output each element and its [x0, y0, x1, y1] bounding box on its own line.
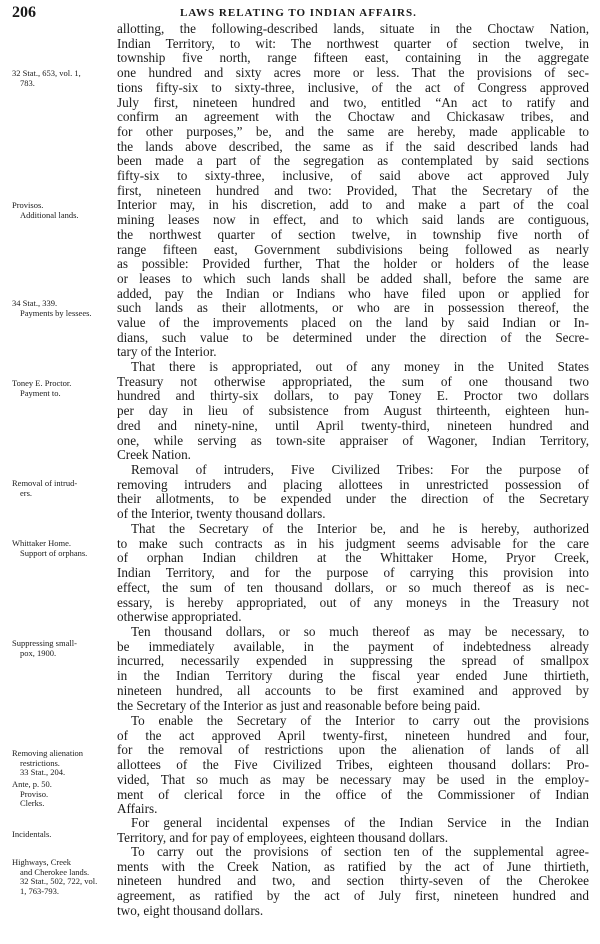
margin-note-line: 33 Stat., 204. [20, 767, 66, 777]
margin-note-line: pox, 1900. [20, 647, 57, 658]
text-line: first, nineteen hundred and two: Provided, That the Secretary of the [117, 182, 589, 198]
text-line: of the act approved April twenty-first, nineteen hundred and four, [117, 727, 589, 743]
text-line: one, while serving as town-site appraiser of Wagoner, Indian Territory, [117, 432, 589, 448]
margin-note [12, 830, 116, 840]
text-line: otherwise appropriated. [117, 609, 242, 625]
margin-note [12, 539, 116, 558]
text-line: confirm an agreement with the Choctaw and Chickasaw tribes, and [117, 109, 589, 125]
text-line: ment of clerical force in the office of the Commissioner of Indian [117, 786, 589, 802]
text-line: ments with the Creek Nation, as ratified by the act of June thirtieth, [117, 858, 589, 874]
margin-note-line: 783. [20, 77, 35, 88]
text-line: or leases to which such lands shall be added shall, before the same are [117, 270, 589, 286]
text-line: the northwest quarter of section twelve, in township five north of [117, 226, 589, 242]
paragraph [117, 22, 589, 360]
paragraph [117, 845, 589, 919]
text-line: for the removal of restrictions upon the alienation of lands of all [117, 742, 589, 758]
text-line: That the Secretary of the Interior be, and he is hereby, authorized [131, 521, 589, 536]
text-line: two, eight thousand dollars. [117, 902, 264, 918]
paragraph [117, 522, 589, 625]
text-line: Ten thousand dollars, or so much thereof as may be necessary, to [131, 624, 589, 639]
text-line: value of the improvements placed on the land by said Indian or In- [117, 315, 589, 331]
margin-note-line: Removal of intrud- [12, 478, 78, 488]
margin-note [12, 379, 116, 398]
margin-note-line: Provisos. [12, 200, 44, 210]
margin-note-line: Clerks. [20, 798, 45, 808]
margin-note-line: Ante, p. 50. [12, 779, 52, 789]
text-line: agreement, as ratified by the act of July first, nineteen hundred and [117, 888, 589, 904]
text-line: fifty-six to sixty-three, inclusive, of said above act approved July [117, 168, 589, 184]
text-line: incurred, necessarily expended in suppressing the spread of smallpox [117, 653, 589, 669]
text-line: dred and ninety-nine, until April twenty-third, nineteen hundred and [117, 417, 589, 433]
text-line: essary, is hereby appropriated, out of any moneys in the Treasury not [117, 594, 589, 610]
text-line: nineteen hundred and two, and section thirty-seven of the Cherokee [117, 873, 589, 889]
margin-note-line: 32 Stat., 502, 722, vol. [20, 876, 98, 886]
running-title: LAWS RELATING TO INDIAN AFFAIRS. [180, 7, 417, 19]
margin-note [12, 639, 116, 658]
margin-note-line: restrictions. [20, 757, 60, 768]
text-line: Territory, and for pay of employees, eighteen thousand dollars. [117, 829, 449, 845]
text-line: their allotments, to be expended under the direction of the Secretary [117, 491, 589, 507]
margin-note-line: Support of orphans. [20, 547, 88, 558]
margin-note-line: and Cherokee lands. [20, 866, 90, 877]
text-line: tary of the Interior. [117, 344, 217, 360]
text-line: allotting, the following-described lands, situate in the Choctaw Nation, [117, 21, 589, 36]
text-line: been made a part of the segregation as contemplated by said sections [117, 153, 589, 169]
text-line: For general incidental expenses of the Indian Service in the Indian [131, 815, 589, 830]
text-line: added, pay the Indian or Indians who have filed upon or applied for [117, 285, 589, 301]
text-line: nineteen hundred, all accounts to be first examined and approved by [117, 682, 589, 698]
text-line: tions fifty-six to sixty-three, inclusive, of the act of Congress approved [117, 79, 589, 95]
margin-note [12, 299, 116, 318]
page-number: 206 [12, 4, 36, 21]
text-line: Indian Territory, to wit: The northwest quarter of section twelve, in [117, 35, 589, 51]
margin-note-line: Suppressing small- [12, 638, 77, 648]
text-line: effect, the sum of ten thousand dollars, or so much thereof as is nec- [117, 579, 589, 595]
margin-note [12, 69, 116, 88]
text-line: for other purposes,” be, and the same are hereby, made applicable to [117, 123, 589, 139]
margin-note [12, 858, 116, 896]
text-line: the lands above described, the same as if the said described lands had [117, 138, 589, 154]
text-line: mining leases now in effect, and to which said lands are contiguous, [117, 212, 589, 228]
text-line: To carry out the provisions of section ten of the supplemental agree- [131, 844, 589, 859]
text-line: the Secretary of the Interior as just and reasonable before being paid. [117, 697, 481, 713]
text-line: Interior may, in his discretion, add to and make a part of the coal [117, 197, 589, 213]
margin-note-line: 32 Stat., 653, vol. 1, [12, 68, 81, 78]
text-line: as possible: Provided further, That the holder or holders of the lease [117, 256, 589, 272]
margin-note-line: Payment to. [20, 387, 61, 398]
text-line: hundred and thirty-six dollars, to pay Toney E. Proctor two dollars [117, 388, 589, 404]
margin-note [12, 201, 116, 220]
text-line: township five north, range fifteen east, containing in the aggregate [117, 50, 589, 66]
text-line: removing intruders and placing allottees in unrestricted possession of [117, 476, 589, 492]
margin-note-line: 1, 763-793. [20, 885, 59, 896]
margin-note-line: Proviso. [20, 788, 49, 799]
text-line: To enable the Secretary of the Interior to carry out the provisions [131, 713, 589, 728]
margin-note-line: Incidentals. [12, 829, 52, 839]
text-line: Affairs. [117, 801, 158, 817]
text-line: July first, nineteen hundred and two, entitled “An act to ratify and [117, 94, 589, 110]
page-header [12, 4, 592, 22]
margin-note-line: Additional lands. [20, 209, 79, 220]
margin-note-line: Toney E. Proctor. [12, 378, 72, 388]
text-line: to make such contracts as in his judgment seems advisable for the care [117, 535, 589, 551]
text-line: Indian Territory, and for the purpose of carrying this provision into [117, 565, 589, 581]
text-line: Removal of intruders, Five Civilized Tribes: For the purpose of [131, 462, 589, 477]
text-line: such lands as their allotments, or who are in possession thereof, the [117, 300, 589, 316]
text-line: range fifteen east, Government subdivisions being followed as nearly [117, 241, 589, 257]
margin-note-line: 34 Stat., 339. [12, 298, 58, 308]
margin-note [12, 780, 116, 809]
text-line: be immediately available, in the payment of indebtedness already [117, 638, 589, 654]
paragraph [117, 714, 589, 817]
text-line: Treasury not otherwise appropriated, the sum of one thousand two [117, 373, 589, 389]
text-line: of orphan Indian children at the Whittaker Home, Pryor Creek, [117, 550, 589, 566]
paragraph [117, 816, 589, 845]
paragraph [117, 360, 589, 463]
text-line: per day in lieu of subsistence from August thirteenth, eighteen hun- [117, 403, 589, 419]
margin-note [12, 479, 116, 498]
text-line: allottees of the Five Civilized Tribes, eighteen thousand dollars: Pro- [117, 757, 589, 773]
margin-note-line: Whittaker Home. [12, 538, 72, 548]
text-line: That there is appropriated, out of any money in the United States [131, 359, 589, 374]
text-line: in the Indian Territory during the fiscal year ended June thirtieth, [117, 668, 589, 684]
margin-note-line: ers. [20, 487, 33, 498]
margin-note-line: Payments by lessees. [20, 307, 92, 318]
text-line: of the Interior, twenty thousand dollars. [117, 506, 326, 522]
margin-note [12, 749, 116, 778]
text-line: dians, such value to be determined under the direction of the Secre- [117, 329, 589, 345]
margin-note-line: Highways, Creek [12, 857, 72, 867]
text-line: one hundred and sixty acres more or less. That the provisions of sec- [117, 65, 589, 81]
text-line: Creek Nation. [117, 447, 191, 463]
paragraph [117, 463, 589, 522]
margin-note-line: Removing alienation [12, 748, 84, 758]
paragraph [117, 625, 589, 713]
text-line: vided, That so much as may be necessary may be used in the employ- [117, 771, 589, 787]
